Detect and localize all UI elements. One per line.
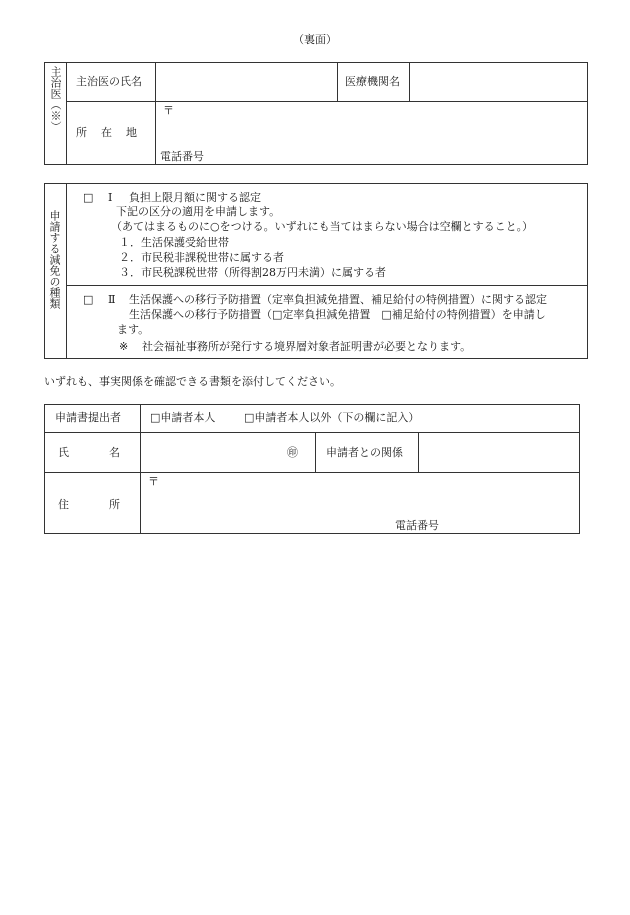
attachment-note: いずれも、事実関係を確認できる書類を添付してください。: [44, 375, 341, 388]
section1-item-3[interactable]: ３．市民税課税世帯（所得割28万円未満）に属する者: [119, 266, 386, 279]
section1-line1: 下記の区分の適用を申請します。: [116, 205, 281, 218]
submitter-label: 申請書提出者: [55, 411, 121, 424]
submitter-address-label: 住所: [58, 498, 160, 511]
section2-checkbox[interactable]: □: [83, 293, 94, 306]
doctor-address-field[interactable]: [157, 103, 586, 145]
reduction-group-label: 申請する減免の種類: [48, 210, 61, 309]
institution-label: 医療機関名: [345, 75, 400, 88]
submitter-postal-mark: 〒: [148, 475, 159, 488]
relation-field[interactable]: [420, 434, 578, 470]
section1-checkbox[interactable]: □: [83, 191, 94, 204]
doctor-name-label: 主治医の氏名: [76, 75, 142, 88]
section2-line2: ます。: [117, 323, 150, 336]
section2-numeral: Ⅱ: [108, 293, 116, 306]
section1-item-1[interactable]: １．生活保護受給世帯: [119, 236, 229, 249]
doctor-group-label: 主治医（※）: [49, 66, 62, 132]
submitter-name-field[interactable]: [142, 434, 282, 470]
doctor-name-field[interactable]: [157, 64, 335, 99]
section2-title: 生活保護への移行予防措置（定率負担減免措置、補足給付の特例措置）に関する認定: [129, 293, 547, 306]
submitter-option-self[interactable]: □申請者本人: [150, 411, 216, 424]
section2-note-mark: ※: [119, 340, 129, 353]
section1-line2: （あてはまるものに○をつける。いずれにも当てはまらない場合は空欄とすること。）: [111, 220, 534, 233]
section1-item-2[interactable]: ２．市民税非課税世帯に属する者: [119, 251, 284, 264]
submitter-phone-label: 電話番号: [395, 519, 439, 532]
seal-mark: ㊞: [287, 446, 298, 459]
doctor-address-label: 所在地: [76, 126, 151, 139]
relation-label: 申請者との関係: [326, 446, 403, 459]
submitter-address-field[interactable]: [142, 474, 578, 516]
submitter-option-other[interactable]: □申請者本人以外（下の欄に記入）: [244, 411, 420, 424]
page-side-label: （裏面）: [293, 33, 337, 46]
section1-title: 負担上限月額に関する認定: [129, 191, 261, 204]
doctor-phone-label: 電話番号: [160, 150, 204, 163]
section2-note: 社会福祉事務所が発行する境界層対象者証明書が必要となります。: [142, 340, 472, 353]
submitter-name-label: 氏名: [58, 446, 160, 459]
institution-field[interactable]: [411, 64, 586, 99]
section1-numeral: Ⅰ: [108, 191, 113, 204]
doctor-postal-mark: 〒: [163, 104, 174, 117]
section2-line1: 生活保護への移行予防措置（□定率負担減免措置 □補足給付の特例措置）を申請し: [129, 308, 546, 321]
